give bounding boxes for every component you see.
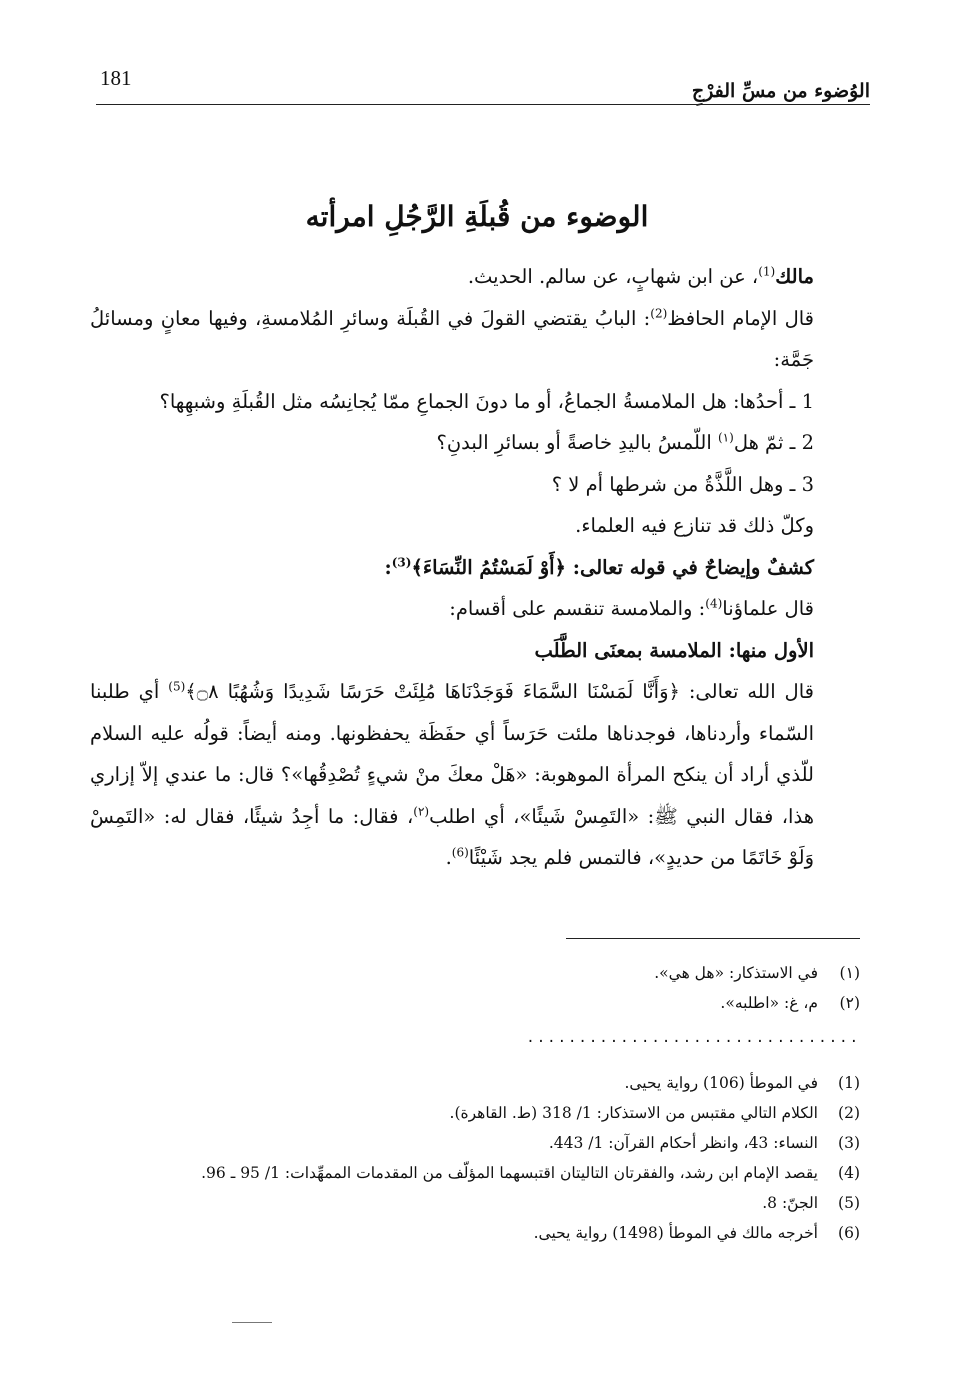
paragraph-text: قال الله تعالى: ﴿وَأَنَّا لَمَسْنَا السَّمَاءَ فَوَجَدْنَاهَا مُلِئَتْ حَرَسًا شَدِيدًا وَشُهُبًا ۝٨﴾	[185, 680, 814, 703]
heading-text: :	[384, 555, 392, 579]
footnote-number: (١)	[839, 964, 860, 982]
footnote-number: (٢)	[839, 994, 860, 1012]
main-text	[90, 256, 864, 879]
header-rule	[96, 104, 870, 105]
footnote-text: في الموطأ (106) رواية يحيى.	[624, 1074, 818, 1092]
footnote-text: الجنّ: 8.	[762, 1194, 818, 1212]
paragraph-text: أي طلبنا السّماء وأردناها، فوجدناها ملئت حَرَساً أي حفَظَة يحفظونها. ومنه أيضاً: قولُه عليه السلام للّذي أراد أن ينكح المرأة الموهوبة: «هَلْ معكَ منْ شيءٍ تُصْدِقُها»؟ قال: ما عندي إلاّ إزاري هذا، فقال النبي ﷺ: «التَمِسْ شَيئًا»، أي اطلب	[90, 680, 814, 828]
footnote-text: أخرجه مالك في الموطأ (1498) رواية يحيى.	[533, 1224, 818, 1242]
paragraph-text: .	[445, 846, 452, 869]
footnote-text: النساء: 43، وانظر أحكام القرآن: 1/ 443.	[548, 1134, 818, 1152]
footnote-item	[90, 1128, 860, 1158]
paragraph-5	[90, 671, 864, 879]
paragraph-text: ، فقال: ما أجِدُ شيئًا، فقال له: «التَمِسْ وَلَوْ خَاتَمًا من حديدٍ»، فالتمس فلم يجد شَيْئًا	[90, 804, 814, 869]
running-head: الوُضوء من مسِّ الفرْجِ	[691, 80, 870, 102]
narrator-name: مالك	[775, 265, 814, 288]
footnote-item	[90, 1098, 860, 1128]
paragraph-2	[90, 298, 864, 381]
bottom-mark	[232, 1322, 272, 1323]
footnote-item	[90, 1218, 860, 1248]
footnote-number: (6)	[838, 1224, 860, 1242]
footnote-ref: (٢)	[413, 804, 430, 818]
list-item-3: 3 ـ وهل اللَّذَّةُ من شرطها أم لا ؟	[551, 472, 814, 496]
section-heading-2: الأول منها: الملامسة بمعنَى الطَّلَب	[534, 638, 814, 662]
footnote-item	[90, 1158, 860, 1188]
footnote-item	[90, 988, 860, 1018]
list-item-2	[90, 422, 864, 464]
footnote-item	[90, 958, 860, 988]
footnote-separator-dots: ................................	[526, 1030, 860, 1046]
footnote-number: (4)	[838, 1164, 860, 1182]
paragraph-4	[90, 588, 864, 630]
footnote-number: (3)	[838, 1134, 860, 1152]
footnote-text: الكلام التالي مقتبس من الاستذكار: 1/ 318 (ط. القاهرة).	[449, 1104, 818, 1122]
paragraph-text: 2 ـ ثمّ هل	[733, 431, 814, 454]
footnote-ref: (5)	[168, 679, 186, 694]
paragraph-text: : البابُ يقتضي القولَ في القُبلَة وسائرِ المُلامسةِ، وفيها معانٍ ومسائلُ جَمَّة:	[90, 306, 814, 371]
footnote-item	[90, 1188, 860, 1218]
chapter-title: الوضوء من قُبلَةِ الرَّجُلِ امرأته	[305, 200, 649, 233]
footnote-ref: (3)	[391, 555, 412, 569]
footnote-ref: (١)	[717, 430, 734, 445]
footnote-number: (5)	[838, 1194, 860, 1212]
footnote-ref: (2)	[650, 306, 668, 320]
list-item-1: 1 ـ أحدُها: هل الملامسةُ الجماعُ، أو ما دونَ الجماعِ ممّا يُجانِسُه مثل القُبلَةِ وشبهِها؟	[159, 389, 814, 413]
page-number: 181	[100, 66, 132, 90]
paragraph-3: وكلّ ذلك قد تنازع فيه العلماء.	[575, 514, 814, 537]
paragraph-1	[90, 256, 864, 298]
footnote-ref: (1)	[758, 264, 776, 279]
paragraph-text: قال الإمام الحافظ	[667, 306, 815, 330]
paragraph-text: ، عن ابن شهابٍ، عن سالم. الحديث.	[467, 265, 759, 288]
footnote-number: (2)	[838, 1104, 860, 1122]
footnote-ref: (4)	[705, 596, 723, 611]
section-heading-1	[90, 547, 864, 589]
paragraph-text: قال علماؤنا	[722, 597, 814, 620]
heading-text: كشفٌ وإيضاحٌ في قوله تعالى: ﴿أَوْ لَمَسْتُمُ النِّسَاءَ﴾	[411, 555, 814, 579]
source-footnotes	[90, 1068, 860, 1248]
editor-footnotes	[90, 958, 860, 1018]
footnote-text: يقصد الإمام ابن رشد، والفقرتان التاليتان اقتبسهما المؤلّف من المقدمات الممهِّدات: 1/ 95 ـ 96.	[201, 1164, 818, 1182]
footnote-text: م، غ: «اطلبه».	[720, 994, 818, 1012]
footnote-ref: (6)	[451, 845, 469, 860]
paragraph-text: اللّمسُ باليدِ خاصةً أو بسائرِ البدنِ؟	[436, 431, 718, 454]
footnote-number: (1)	[838, 1074, 860, 1092]
footnote-item	[90, 1068, 860, 1098]
paragraph-text: : والملامسة تنقسم على أقسام:	[449, 597, 706, 620]
footnote-text: في الاستذكار: «هل هي».	[654, 964, 818, 982]
footnote-rule	[566, 938, 860, 939]
